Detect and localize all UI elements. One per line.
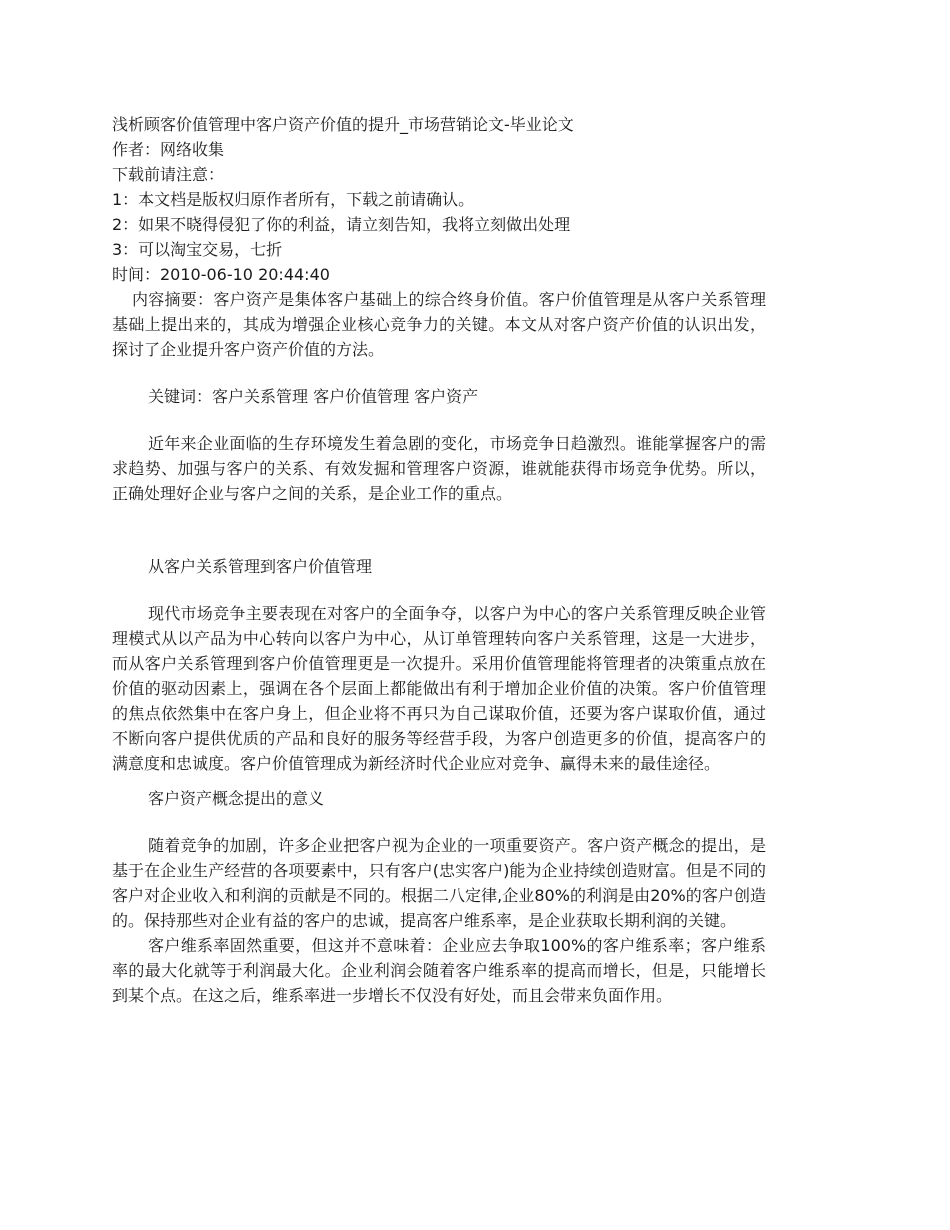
document-title: 浅析顾客价值管理中客户资产价值的提升_市场营销论文-毕业论文 (112, 115, 574, 134)
abstract-paragraph: 内容摘要：客户资产是集体客户基础上的综合终身价值。客户价值管理是从客户关系管理基础上提出来的，其成为增强企业核心竞争力的关键。本文从对客户资产价值的认识出发，探讨了企业提升客户资产价值的方法。 (112, 290, 766, 359)
notice-item-2: 2：如果不晓得侵犯了你的利益，请立刻告知，我将立刻做出处理 (112, 215, 571, 234)
section-2-paragraph-2: 客户维系率固然重要，但这并不意味着：企业应去争取100%的客户维系率；客户维系率的最大化就等于利润最大化。企业利润会随着客户维系率的提高而增长，但是，只能增长到某个点。在这之后，维系率进一步增长不仅没有好处，而且会带来负面作用。 (112, 936, 766, 1005)
section-heading-2: 客户资产概念提出的意义 (148, 789, 325, 808)
intro-paragraph: 近年来企业面临的生存环境发生着急剧的变化，市场竞争日趋激烈。谁能掌握客户的需求趋势、加强与客户的关系、有效发掘和管理客户资源，谁就能获得市场竞争优势。所以，正确处理好企业与客户之间的关系，是企业工作的重点。 (112, 434, 766, 503)
spacer (112, 506, 766, 554)
download-notice-heading: 下载前请注意： (112, 165, 225, 184)
section-heading-1: 从客户关系管理到客户价值管理 (148, 557, 373, 576)
spacer (112, 579, 766, 601)
spacer (112, 362, 766, 384)
spacer (112, 409, 766, 431)
notice-item-3: 3：可以淘宝交易，七折 (112, 240, 283, 259)
spacer (112, 811, 766, 833)
section-1-paragraph: 现代市场竞争主要表现在对客户的全面争夺，以客户为中心的客户关系管理反映企业管理模式从以产品为中心转向以客户为中心，从订单管理转向客户关系管理，这是一大进步，而从客户关系管理到客户价值管理更是一次提升。采用价值管理能将管理者的决策重点放在价值的驱动因素上，强调在各个层面上都能做出有利于增加企业价值的决策。客户价值管理的焦点依然集中在客户身上，但企业将不再只为自己谋取价值，还要为客户谋取价值，通过不断向客户提供优质的产品和良好的服务等经营手段，为客户创造更多的价值，提高客户的满意度和忠诚度。客户价值管理成为新经济时代企业应对竞争、赢得未来的最佳途径。 (112, 604, 766, 773)
spacer (112, 776, 766, 786)
notice-item-1: 1：本文档是版权归原作者所有，下载之前请确认。 (112, 190, 475, 209)
publish-time: 时间：2010-06-10 20:44:40 (112, 265, 330, 284)
document-page (112, 112, 766, 1008)
section-2-paragraph-1: 随着竞争的加剧，许多企业把客户视为企业的一项重要资产。客户资产概念的提出，是基于在企业生产经营的各项要素中，只有客户(忠实客户)能为企业持续创造财富。但是不同的客户对企业收入和利润的贡献是不同的。根据二八定律,企业80%的利润是由20%的客户创造的。保持那些对企业有益的客户的忠诚，提高客户维系率，是企业获取长期利润的关键。 (112, 836, 766, 930)
keywords-line: 关键词：客户关系管理 客户价值管理 客户资产 (148, 387, 479, 406)
author-line: 作者：网络收集 (112, 140, 225, 159)
